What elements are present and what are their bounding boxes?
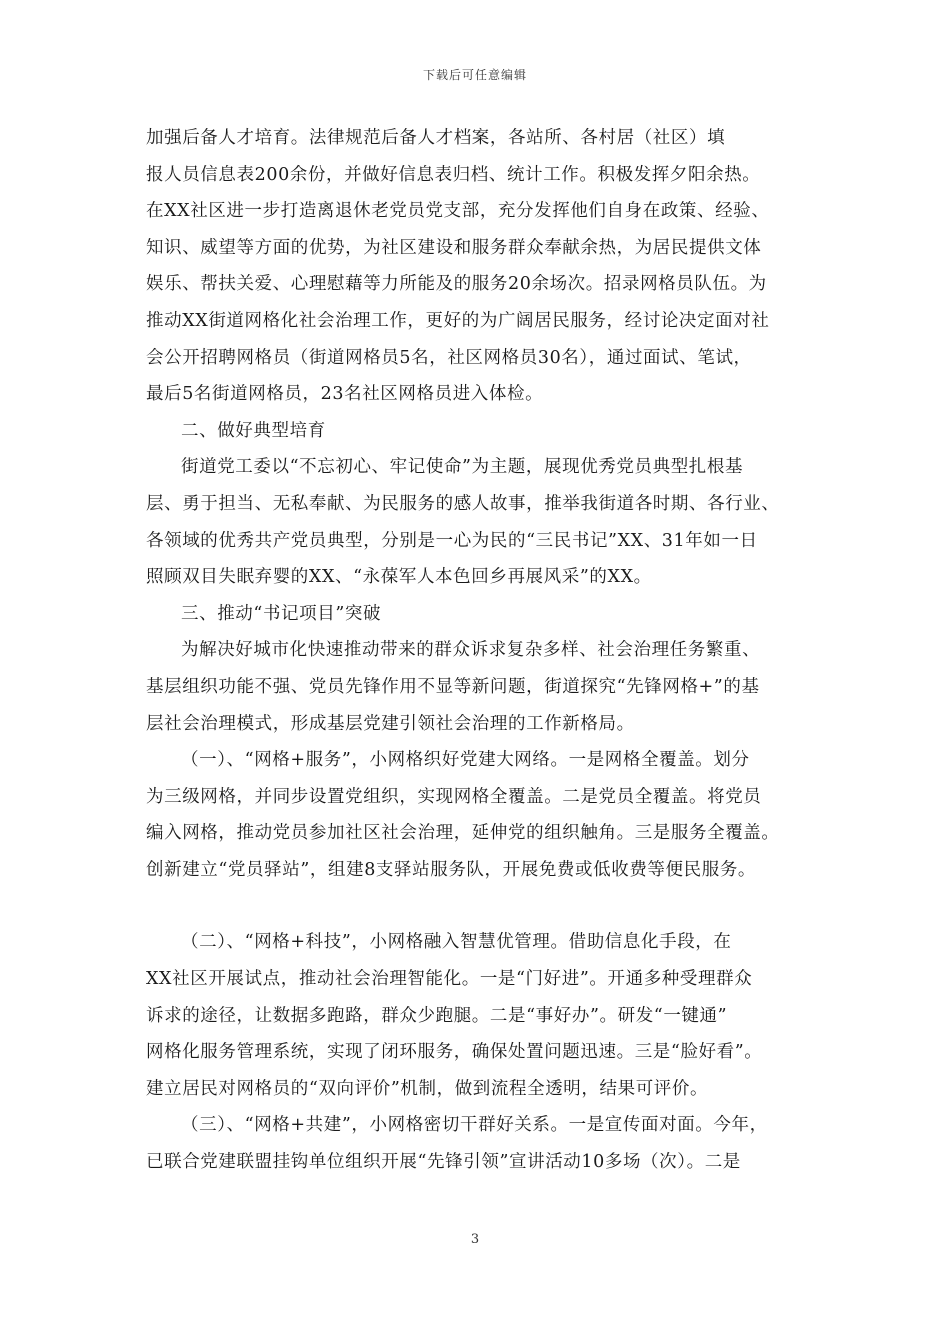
text-line: 层社会治理模式，形成基层党建引领社会治理的工作新格局。 — [146, 713, 635, 734]
text-line: 加强后备人才培育。法律规范后备人才档案，各站所、各村居（社区）填 — [146, 128, 726, 148]
text-line: 街道党工委以“不忘初心、牢记使命”为主题，展现优秀党员典型扎根基 — [181, 457, 744, 478]
text-line: 报人员信息表200余份，并做好信息表归档、统计工作。积极发挥夕阳余热。 — [146, 164, 761, 185]
page-number: 3 — [470, 1232, 480, 1247]
text-line: 各领域的优秀共产党员典型，分别是一心为民的“三民书记”XX、31年如一日 — [146, 530, 758, 551]
document-body — [146, 120, 814, 1181]
text-line: 建立居民对网格员的“双向评价”机制，做到流程全透明，结果可评价。 — [146, 1078, 709, 1099]
text-line: 层、勇于担当、无私奉献、为民服务的感人故事，推举我街道各时期、各行业、 — [146, 493, 780, 514]
text-line: 为三级网格，并同步设置党组织，实现网格全覆盖。二是党员全覆盖。将党员 — [146, 786, 762, 807]
text-line: 基层组织功能不强、党员先锋作用不显等新问题，街道探究“先锋网格+”的基 — [146, 676, 760, 697]
text-line: 照顾双目失眠弃婴的XX、“永葆军人本色回乡再展风采”的XX。 — [146, 567, 652, 588]
text-line: 推动XX街道网格化社会治理工作，更好的为广阔居民服务，经讨论决定面对社 — [146, 310, 770, 331]
paragraph-gap — [146, 888, 814, 924]
text-line: 娱乐、帮扶关爱、心理慰藉等力所能及的服务20余场次。招录网格员队伍。为 — [146, 274, 767, 295]
text-line: 知识、威望等方面的优势，为社区建设和服务群众奉献余热，为居民提供文体 — [146, 237, 762, 258]
section-heading: 三、推动“书记项目”突破 — [181, 603, 382, 624]
text-line: XX社区开展试点，推动社会治理智能化。一是“门好进”。开通多种受理群众 — [146, 969, 753, 990]
header-note: 下载后可任意编辑 — [422, 68, 527, 82]
text-line: 为解决好城市化快速推动带来的群众诉求复杂多样、社会治理任务繁重、 — [181, 640, 761, 661]
text-line: （二）、“网格+科技”，小网格融入智慧优管理。借助信息化手段，在 — [181, 932, 732, 953]
text-line: 编入网格，推动党员参加社区社会治理，延伸党的组织触角。三是服务全覆盖。 — [146, 823, 780, 844]
text-line: （一）、“网格+服务”，小网格织好党建大网络。一是网格全覆盖。划分 — [181, 750, 750, 771]
text-line: 诉求的途径，让数据多跑路，群众少跑腿。二是“事好办”。研发“一键通” — [146, 1005, 728, 1026]
text-line: 网格化服务管理系统，实现了闭环服务，确保处置问题迅速。三是“脸好看”。 — [146, 1042, 763, 1063]
section-heading: 二、做好典型培育 — [181, 420, 326, 441]
text-line: 创新建立“党员驿站”，组建8支驿站服务队，开展免费或低收费等便民服务。 — [146, 859, 757, 880]
text-line: 在XX社区进一步打造离退休老党员党支部，充分发挥他们自身在政策、经验、 — [146, 201, 770, 222]
text-line: 最后5名街道网格员，23名社区网格员进入体检。 — [146, 384, 544, 405]
text-line: 已联合党建联盟挂钩单位组织开展“先锋引领”宣讲活动10多场（次）。二是 — [146, 1152, 741, 1173]
text-line: （三）、“网格+共建”，小网格密切干群好关系。一是宣传面对面。今年， — [181, 1115, 768, 1136]
text-line: 会公开招聘网格员（街道网格员5名，社区网格员30名），通过面试、笔试， — [146, 347, 752, 368]
